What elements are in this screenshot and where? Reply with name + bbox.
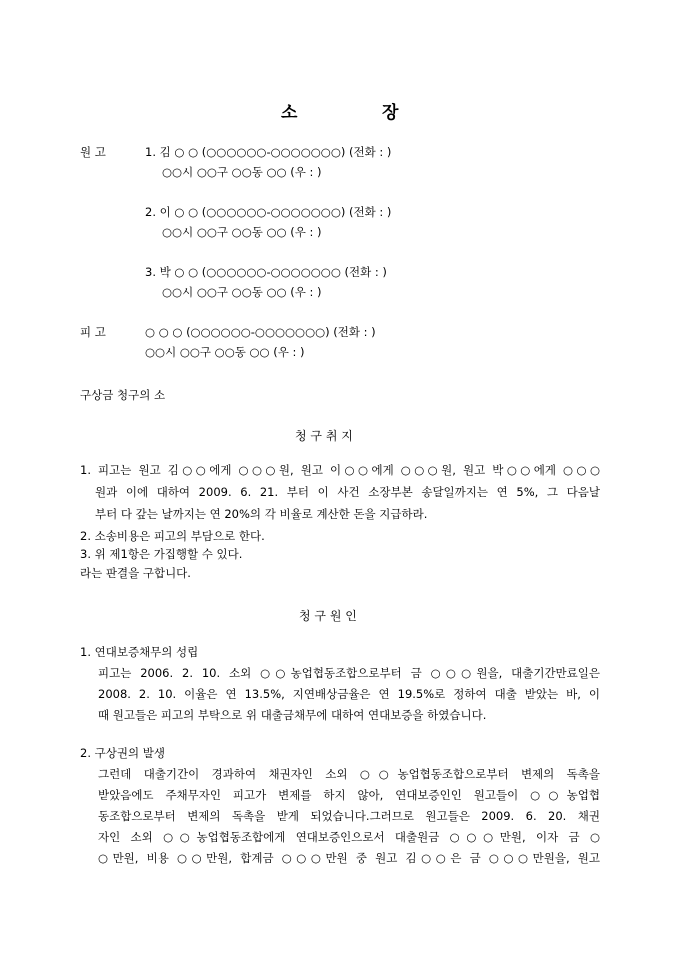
title-char-right: 장 bbox=[382, 103, 399, 123]
defendant-line1: ○ ○ ○ (○○○○○○-○○○○○○○) (전화 : ) bbox=[145, 325, 376, 339]
title-char-left: 소 bbox=[281, 103, 298, 123]
claim-cause-section2-line4: 자인 소외 ○○농업협동조합에게 연대보증인으로서 대출원금 ○○○만원, 이자 금 ○ bbox=[98, 830, 600, 844]
claim-purpose-item1-line3: 부터 다 갚는 날까지는 연 20%의 각 비율로 계산한 돈을 지급하라. bbox=[95, 507, 428, 521]
plaintiff-1-line1: 1. 김 ○ ○ (○○○○○○-○○○○○○○) (전화 : ) bbox=[145, 145, 392, 159]
claim-cause-section1-line2: 2008. 2. 10. 이율은 연 13.5%, 지연배상금율은 연 19.5%로 정하여 대출 받았는 바, 이 bbox=[98, 687, 600, 701]
claim-cause-section2-line2: 받았음에도 주채무자인 피고가 변제를 하지 않아, 연대보증인인 원고들이 ○○농업협 bbox=[98, 788, 600, 802]
claim-cause-section2-line5: ○만원, 비용 ○○만원, 합계금 ○○○만원 중 원고 김○○은 금 ○○○만원을, 원고 bbox=[98, 851, 600, 865]
claim-purpose-heading: 청 구 취 지 bbox=[295, 429, 353, 443]
defendant-line2: ○○시 ○○구 ○○동 ○○ (우 : ) bbox=[145, 345, 305, 359]
plaintiff-3-line2: ○○시 ○○구 ○○동 ○○ (우 : ) bbox=[162, 285, 322, 299]
claim-cause-section1-line3: 때 원고들은 피고의 부탁으로 위 대출금채무에 대하여 연대보증을 하였습니다. bbox=[98, 708, 487, 722]
claim-purpose-item1-line1: 1. 피고는 원고 김○○에게 ○○○원, 원고 이○○에게 ○○○원, 원고 박○○에게 ○○○ bbox=[80, 463, 600, 477]
case-name: 구상금 청구의 소 bbox=[80, 388, 166, 402]
plaintiff-1-line2: ○○시 ○○구 ○○동 ○○ (우 : ) bbox=[162, 165, 322, 179]
plaintiff-2-line1: 2. 이 ○ ○ (○○○○○○-○○○○○○○) (전화 : ) bbox=[145, 205, 392, 219]
claim-purpose-item3: 3. 위 제1항은 가집행할 수 있다. bbox=[80, 547, 243, 561]
plaintiff-label: 원 고 bbox=[80, 145, 106, 159]
claim-cause-section1-title: 1. 연대보증채무의 성립 bbox=[80, 645, 199, 659]
claim-purpose-item1-line2: 원과 이에 대하여 2009. 6. 21. 부터 이 사건 소장부본 송달일까지는 연 5%, 그 다음날 bbox=[95, 485, 600, 499]
claim-cause-heading: 청 구 원 인 bbox=[299, 609, 357, 623]
claim-purpose-closing: 라는 판결을 구합니다. bbox=[80, 566, 191, 580]
claim-purpose-item2: 2. 소송비용은 피고의 부담으로 한다. bbox=[80, 529, 265, 543]
claim-cause-section2-line3: 동조합으로부터 변제의 독촉을 받게 되었습니다.그러므로 원고들은 2009. 6. 20. 채권 bbox=[98, 809, 600, 823]
plaintiff-2-line2: ○○시 ○○구 ○○동 ○○ (우 : ) bbox=[162, 225, 322, 239]
plaintiff-3-line1: 3. 박 ○ ○ (○○○○○○-○○○○○○○ (전화 : ) bbox=[145, 265, 387, 279]
claim-cause-section1-line1: 피고는 2006. 2. 10. 소외 ○○농업협동조합으로부터 금 ○○○원을, 대출기간만료일은 bbox=[98, 666, 600, 680]
defendant-label: 피 고 bbox=[80, 325, 106, 339]
claim-cause-section2-line1: 그런데 대출기간이 경과하여 채권자인 소외 ○○농업협동조합으로부터 변제의 독촉을 bbox=[98, 767, 600, 781]
claim-cause-section2-title: 2. 구상권의 발생 bbox=[80, 746, 165, 760]
